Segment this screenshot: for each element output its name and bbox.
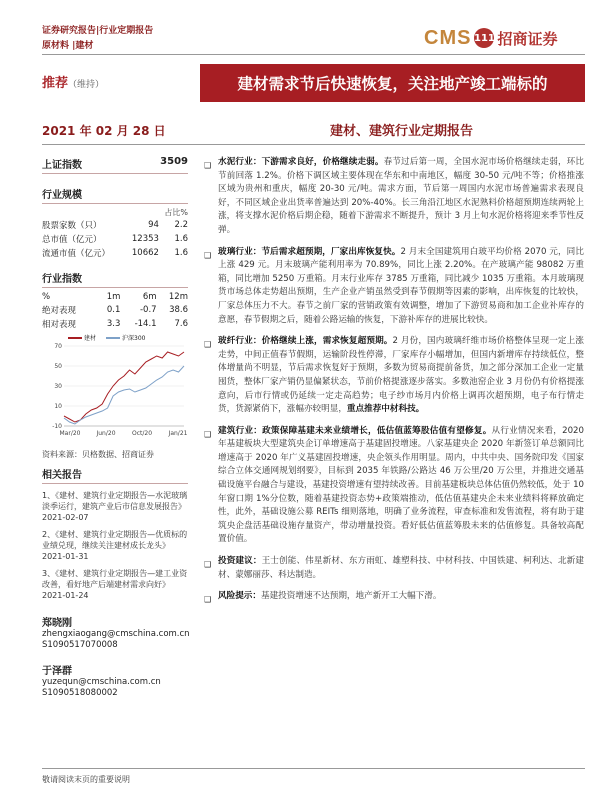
title-divider <box>42 144 585 145</box>
bullet-icon: ❑ <box>204 429 212 439</box>
perf-table: % 1m 6m 12m 绝对表现 0.1 -0.7 38.6 相对表现 3.3 -14.1 7.6 <box>42 292 188 330</box>
related-heading: 相关报告 <box>42 466 188 484</box>
y-tick-label: 30 <box>54 383 62 390</box>
report-title: 建材需求节后快速恢复，关注地产竣工端标的 <box>200 64 585 102</box>
share-header: 占比% <box>164 208 188 217</box>
table-row: 相对表现 3.3 -14.1 7.6 <box>42 319 188 330</box>
report-subtitle: 建材、建筑行业定期报告 <box>330 124 474 139</box>
paragraph-investment <box>204 555 584 582</box>
analyst-email[interactable]: yuzequn@cmschina.com.cn <box>42 677 161 687</box>
table-row: 流通市值（亿元） 10662 1.6 <box>42 248 188 259</box>
para-bold: 节后需求超预期，厂家出库恢复快。 <box>261 246 401 257</box>
index-label: 上证指数 <box>42 160 82 171</box>
bullet-icon: ❑ <box>204 161 212 170</box>
bullet-icon: ❑ <box>204 340 212 350</box>
table-row: 股票家数（只） 94 2.2 <box>42 220 188 231</box>
basic-table <box>42 207 188 260</box>
analyst-name: 于泽群 <box>42 666 72 677</box>
logo-badge-icon: 111 <box>474 28 494 48</box>
paragraph-glass <box>204 246 584 328</box>
analyst-1 <box>42 618 190 651</box>
paragraph-construction <box>204 425 584 547</box>
rating <box>42 72 104 91</box>
y-tick-label: 10 <box>54 403 62 410</box>
para-bold: 下游需求良好，价格继续走弱。 <box>261 157 384 167</box>
para-lead: 水泥行业： <box>218 157 262 167</box>
y-tick-label: 50 <box>54 363 62 370</box>
analyst-id: S1090517070008 <box>42 640 118 650</box>
main-content <box>204 156 584 612</box>
chart-legend <box>68 333 188 342</box>
perf-heading: 行业指数 <box>42 270 188 288</box>
basic-heading: 行业规模 <box>42 186 188 204</box>
performance-chart <box>42 342 188 442</box>
x-tick-label: Mar/20 <box>59 430 81 437</box>
rating-label: 推荐 <box>42 76 69 91</box>
x-tick-label: Jan/21 <box>168 430 188 437</box>
footer-divider <box>42 768 585 769</box>
analyst-id: S1090518080002 <box>42 688 118 698</box>
rating-note: （维持） <box>68 80 105 90</box>
footer-note: 敬请阅读末页的重要说明 <box>42 775 130 784</box>
bullet-icon: ❑ <box>204 595 212 605</box>
table-row: 总市值（亿元） 12353 1.6 <box>42 234 188 245</box>
paragraph-risk <box>204 590 584 604</box>
bullet-icon: ❑ <box>204 250 212 260</box>
analyst-name: 郑晓刚 <box>42 618 72 629</box>
para-lead: 建筑行业： <box>218 425 263 436</box>
related-report-item[interactable]: 1、《建材、建筑行业定期报告—水泥玻璃淡季运行，建筑产业后市信息发展报告》2021-02-07 <box>42 491 188 522</box>
para-lead: 风险提示： <box>218 591 261 602</box>
para-lead: 玻纤行业： <box>218 336 262 347</box>
para-text: 2 月份，国内玻璃纤维市场价格整体呈现一定上涨走势，中间正值春节假期，运输阶段性停滞，厂家库存小幅增加，但国内新增库存持续低位，整体增量尚不明显，节后需求恢复好于预期，多数为贸易商提前备货，加之部分深加工企业一定量囤货，整体厂家产销仍显偏紧状态，节前价格提涨逐步落实。多数池窑企业 3 月份仍有价格提涨意向，后市行情或仍延续一定走高趋势；电子纱市场月内价格上调再次超预期，电子布行情走货，货源紧俏下，涨幅亦较明显， <box>218 336 584 415</box>
analyst-2 <box>42 666 161 699</box>
para-tail: 重点推荐中材科技。 <box>346 404 425 415</box>
industry-category: 原材料 |建材 <box>42 41 94 51</box>
legend-item-building: 建材 <box>68 333 96 342</box>
report-category: 证券研究报告|行业定期报告 <box>42 26 154 36</box>
company-logo <box>424 26 557 50</box>
sidebar <box>42 152 188 601</box>
para-bold: 政策保障基建未来业绩增长，低估值蓝筹股估值有望修复。 <box>262 425 492 436</box>
series-line-building <box>64 352 184 422</box>
para-text: 王士创能、伟星新材、东方雨虹、雄塑科技、中材科技、中国铁建、柯利达、北新建材、蒙娜丽莎、科达制造。 <box>218 556 584 580</box>
paragraph-fiberglass <box>204 335 584 417</box>
legend-item-hs300: 沪深300 <box>106 333 145 342</box>
report-date: 2021 年 02 月 28 日 <box>42 124 166 138</box>
report-type-header <box>42 24 153 54</box>
para-text: 从行业情况来看，2020 年基建板块大型建筑央企订单增速高于基建固投增速。八家基建央企 2020 年新签订单总额同比增速高于 2020 年广义基建固投增速，央企领头作用明显。周内，中共中央、国务院印发《国家综合立体交通网规划纲要》，目标到 2035 年铁路/公路达 46 万公里/20 万公里，并推进交通基础设施平台融合与建设，基建投资增速有望持续改善。目前基建板块总体估值仍然较低，处于 10 年窗口期 1%分位数，随着基建投资态势+政策端推动，低估值基建央企未来业绩料将释放确定性，此外，基础设施公募 REITs 细则落地，明确了业务流程，审查标准和发售流程，将有助于建筑央企盘活基础设施存量资产，带动增量投资。看好低估值蓝筹股未来的估值修复。具备较高配置价值。 <box>218 425 585 545</box>
bullet-icon: ❑ <box>204 560 212 570</box>
x-tick-label: Jun/20 <box>96 430 116 437</box>
y-tick-label: 70 <box>54 343 62 350</box>
header-divider <box>42 54 585 55</box>
logo-cms-text: CMS <box>424 26 472 49</box>
paragraph-cement <box>204 156 584 238</box>
para-bold: 价格继续上涨，需求恢复超预期。 <box>261 336 393 347</box>
logo-cn-text: 招商证券 <box>497 29 558 48</box>
table-row: 绝对表现 0.1 -0.7 38.6 <box>42 305 188 316</box>
para-lead: 玻璃行业： <box>218 246 262 257</box>
para-text: 基建投资增速不达预期，地产新开工大幅下滑。 <box>260 591 442 602</box>
related-report-item[interactable]: 2、《建材、建筑行业定期报告—优质标的业绩兑现，继续关注建材成长龙头》2021-01-31 <box>42 530 188 561</box>
related-report-item[interactable]: 3、《建材、建筑行业定期报告—建工业资改善，看好地产后端建材需求向好》2021-01-24 <box>42 569 188 600</box>
para-text: 春节过后第一周，全国水泥市场价格继续走弱，环比节前回落 1.2%。价格下调区域主要体现在华东和中南地区，幅度 30-50 元/吨不等；价格推涨区域为贵州和重庆，幅度 20-30 元/吨。需求方面，节后第一周国内水泥市场普遍需求表现良好，不同区域企业出货率普遍达到 20%-40%。长三角沿江地区水泥熟料价格超预期连续两轮上涨，将支撑水泥价格后期企稳，随着下游需求不断提升，预计 3 月上旬水泥价格将迎来季节性反弹。 <box>218 157 584 235</box>
analyst-email[interactable]: zhengxiaogang@cmschina.com.cn <box>42 629 190 639</box>
index-row <box>42 156 188 174</box>
index-value: 3509 <box>160 156 188 167</box>
x-tick-label: Oct/20 <box>131 430 153 437</box>
chart-source: 资料来源：贝格数据、招商证券 <box>42 450 154 459</box>
y-tick-label: -10 <box>52 423 62 430</box>
series-line-hs300 <box>64 366 184 424</box>
para-lead: 投资建议： <box>218 556 262 567</box>
para-text: 2 月末全国建筑用白玻平均价格 2070 元，同比上涨 429 元。月末玻璃产能利用率为 70.89%，同比上涨 2.20%。在产玻璃产能 98082 万重箱，同比增加 5250 万重箱。月末行业库存 3785 万重箱，同比减少 1035 万重箱。本月玻璃现货市场总体走势超出预期，生产企业产销虽然受到春节假期等因素的影响，出库恢复的比较快，厂家总体压力不大。春节之前厂家的营销政策有效调整，增加了下游贸易商和加工企业补库存的意愿，春节假期之后，随着公路运输的恢复，下游补库存的进展比较快。 <box>218 246 584 325</box>
